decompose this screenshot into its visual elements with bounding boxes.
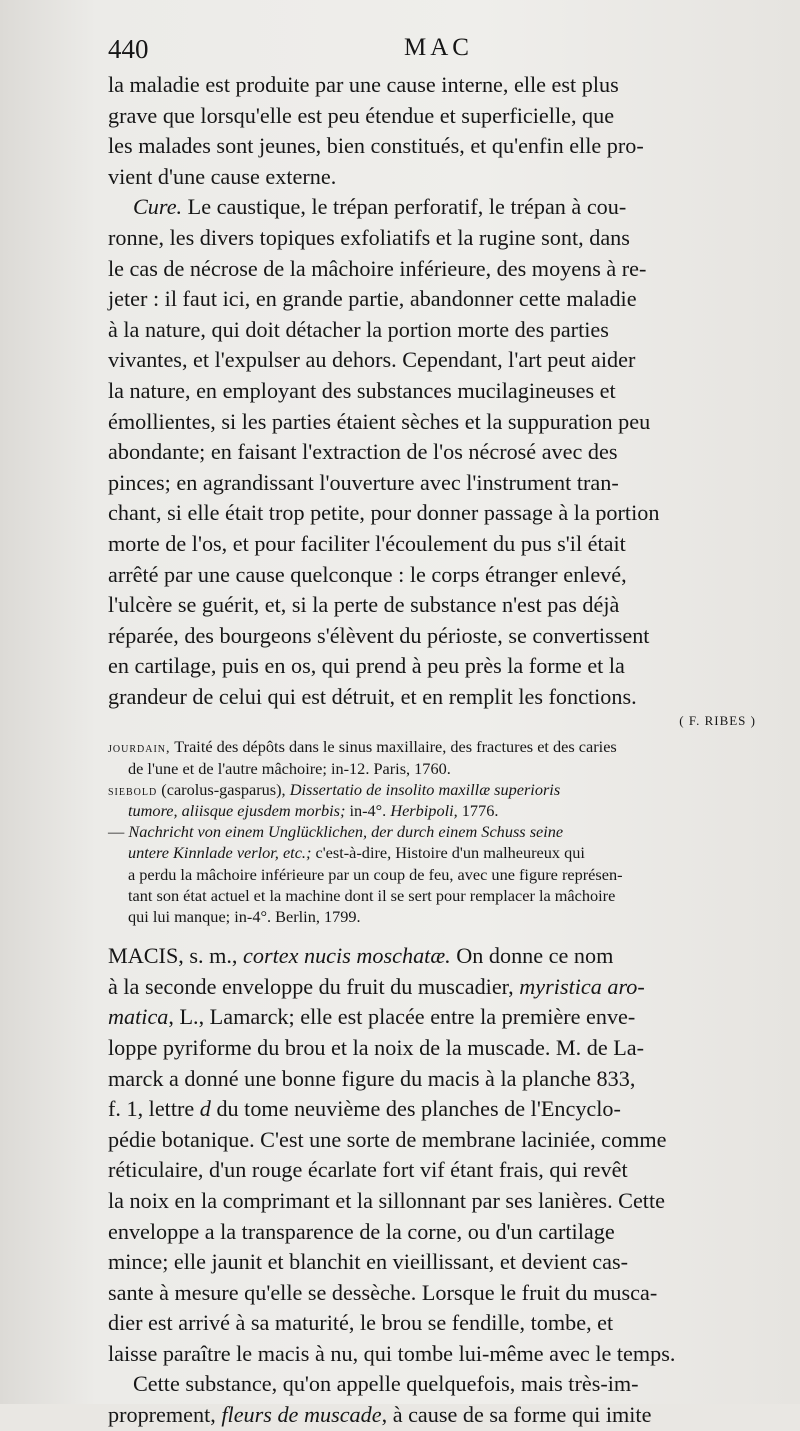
text-line: vient d'une cause externe. [108, 163, 337, 189]
entry-macis [108, 941, 762, 1369]
text-fragment: s. m., [183, 943, 244, 969]
page-header [108, 30, 762, 70]
bib-dash: — [108, 822, 125, 842]
latin-name: matica [108, 1004, 169, 1030]
text-line: la nature, en employant des substances mucilagineuses et [108, 377, 616, 403]
bib-title: untere Kinnlade verlor, etc.; [128, 843, 312, 863]
text-line: marck a donné une bonne figure du macis à la planche 833, [108, 1065, 636, 1091]
text-line: dier est arrivé à sa maturité, le brou se fendille, tombe, et [108, 1310, 614, 1336]
text-line: Cette substance, qu'on appelle quelquefois, mais très-im- [133, 1371, 639, 1397]
headword: MACIS, [108, 943, 184, 969]
bib-title: Dissertatio de insolito maxillæ superioris [289, 779, 561, 799]
text-line: chant, si elle était trop petite, pour donner passage à la portion [108, 500, 660, 526]
text-line: loppe pyriforme du brou et la noix de la muscade. M. de La- [108, 1034, 645, 1060]
bib-year: 1776. [457, 801, 499, 821]
text-fragment: du tome neuvième des planches de l'Encyclo- [210, 1096, 621, 1122]
text-line: enveloppe a la transparence de la corne, ou d'un cartilage [108, 1218, 615, 1244]
text-line [108, 192, 762, 223]
bib-line: a perdu la mâchoire inférieure par un coup de feu, avec une figure représen- [128, 864, 623, 884]
bib-text: (carolus-gasparus), [157, 779, 290, 799]
italic-term: fleurs de muscade [221, 1402, 382, 1428]
body-text [108, 70, 762, 1431]
bib-text: Traité des dépôts dans le sinus maxillaire, des fractures et des caries [170, 737, 617, 757]
text-line: réticulaire, d'un rouge écarlate fort vif étant frais, qui revêt [108, 1157, 628, 1183]
bib-line [108, 736, 762, 757]
paragraph-prognosis [108, 70, 762, 192]
text-line: pédie botanique. C'est une sorte de membrane laciniée, comme [108, 1126, 667, 1152]
text-line: les malades sont jeunes, bien constitués, et qu'enfin elle pro- [108, 133, 644, 159]
text-line: l'ulcère se guérit, et, si la perte de substance n'est pas déjà [108, 592, 620, 618]
text-line: mince; elle jaunit et blanchit en vieillissant, et devient cas- [108, 1249, 628, 1275]
bib-place: Herbipoli, [390, 801, 458, 821]
text-fragment: On donne ce nom [450, 943, 614, 969]
text-line [108, 1002, 762, 1033]
paragraph-substance [108, 1369, 762, 1430]
text-fragment: Le caustique, le trépan perforatif, le trépan à cou- [182, 194, 627, 220]
cure-heading: Cure. [133, 194, 183, 220]
text-line: arrêté par une cause quelconque : le corps étranger enlevé, [108, 561, 627, 587]
text-line: morte de l'os, et pour faciliter l'écoulement du pus s'il était [108, 530, 626, 556]
text-line [108, 941, 762, 972]
bib-text: in-4°. [345, 801, 391, 821]
latin-name: myristica aro- [519, 973, 645, 999]
text-line: vivantes, et l'expulser au dehors. Cependant, l'art peut aider [108, 347, 636, 373]
text-line: grave que lorsqu'elle est peu étendue et superficielle, que [108, 102, 615, 128]
text-line: le cas de nécrose de la mâchoire inférieure, des moyens à re- [108, 255, 647, 281]
bib-author: jourdain, [108, 741, 171, 757]
bib-line [108, 779, 762, 800]
text-line: abondante; en faisant l'extraction de l'os nécrosé avec des [108, 439, 618, 465]
text-fragment: f. 1, lettre [108, 1096, 200, 1122]
page-number: 440 [108, 34, 149, 64]
text-line: à la nature, qui doit détacher la portion morte des parties [108, 316, 609, 342]
text-fragment: , à cause de sa forme qui imite [381, 1402, 652, 1428]
bib-line: qui lui manque; in-4°. Berlin, 1799. [128, 906, 361, 926]
text-fragment: à la seconde enveloppe du fruit du muscadier, [108, 973, 520, 999]
paragraph-cure [108, 192, 762, 734]
bib-line [108, 821, 762, 842]
bib-line: de l'une et de l'autre mâchoire; in-12. Paris, 1760. [128, 758, 451, 778]
running-head: MAC [404, 34, 473, 61]
bib-title: Nachricht von einem Unglücklichen, der durch einem Schuss seine [124, 822, 564, 842]
text-line: pinces; en agrandissant l'ouverture avec l'instrument tran- [108, 469, 619, 495]
author-signature: ( F. RIBES ) [679, 713, 756, 729]
text-line: la maladie est produite par une cause interne, elle est plus [108, 72, 619, 97]
text-line: grandeur de celui qui est détruit, et en remplit les fonctions. [108, 683, 637, 709]
text-fragment: , L., Lamarck; elle est placée entre la première enve- [168, 1004, 636, 1030]
text-line: la noix en la comprimant et la sillonnant par ses lanières. Cette [108, 1187, 665, 1213]
text-line: sante à mesure qu'elle se dessèche. Lorsque le fruit du musca- [108, 1279, 658, 1305]
bib-line [108, 842, 762, 863]
text-line [108, 972, 762, 1003]
text-line: en cartilage, puis en os, qui prend à peu près la forme et la [108, 653, 625, 679]
text-line: ronne, les divers topiques exfoliatifs et la rugine sont, dans [108, 224, 630, 250]
bib-line: tant son état actuel et la machine dont il se sert pour remplacer la mâchoire [128, 885, 616, 905]
bib-text: c'est-à-dire, Histoire d'un malheureux qui [311, 843, 585, 863]
text-line: émollientes, si les parties étaient sèches et la suppuration peu [108, 408, 651, 434]
text-line: réparée, des bourgeons s'élèvent du périoste, se convertissent [108, 622, 650, 648]
figure-letter: d [199, 1096, 211, 1122]
text-fragment: proprement, [108, 1402, 222, 1428]
text-line: laisse paraître le macis à nu, qui tombe lui-même avec le temps. [108, 1340, 676, 1366]
bibliography [108, 736, 762, 927]
text-line: jeter : il faut ici, en grande partie, abandonner cette maladie [108, 286, 637, 312]
text-line [108, 1400, 762, 1431]
latin-name: cortex nucis moschatæ. [243, 943, 451, 969]
bib-line [108, 800, 762, 821]
bib-title: tumore, aliisque ejusdem morbis; [128, 801, 346, 821]
bib-author: siebold [108, 783, 158, 799]
text-line [108, 1094, 762, 1125]
